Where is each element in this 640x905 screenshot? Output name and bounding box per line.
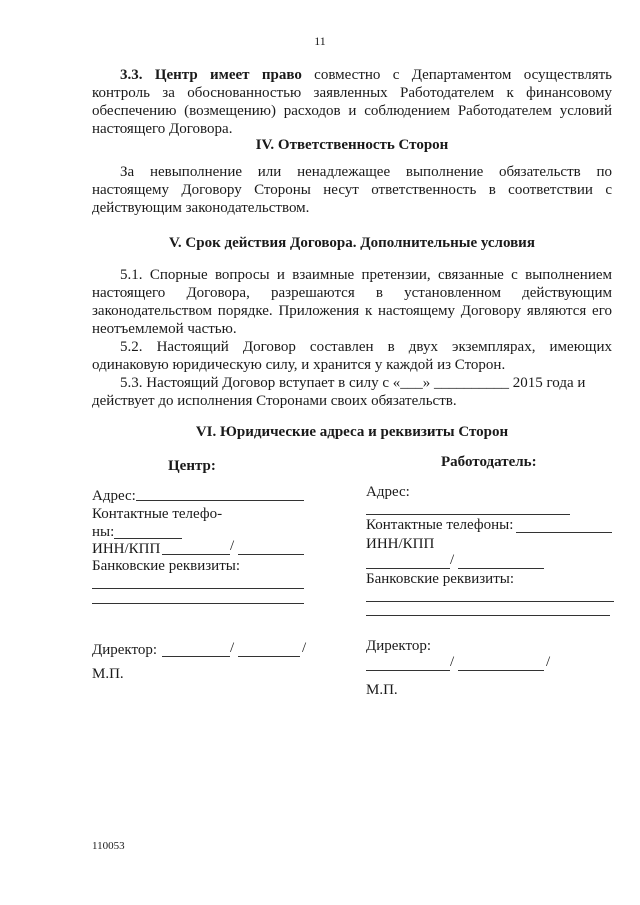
- employer-director-line-1: [366, 670, 450, 671]
- employer-contacts-line: [516, 532, 612, 533]
- center-director-line-2: [238, 656, 300, 657]
- center-director-slash: /: [230, 640, 235, 656]
- section-v-heading: V. Срок действия Договора. Дополнительные условия: [169, 235, 535, 251]
- clause-5-2: 5.2. Настоящий Договор составлен в двух экземплярах, имеющих одинаковую юридическую силу, и хранится у каждой из Сторон.: [92, 339, 612, 373]
- employer-director-slash: /: [450, 654, 455, 670]
- center-title: Центр:: [168, 458, 216, 474]
- center-bank-line-1: [92, 588, 304, 589]
- footer-code: 110053: [92, 840, 125, 852]
- center-director-slash-end: /: [302, 640, 307, 656]
- employer-address-label: Адрес:: [366, 484, 410, 500]
- clause-5-1: 5.1. Спорные вопросы и взаимные претензии, связанные с выполнением настоящего Договора, разрешаются в установленном действующим законодательством порядке. Приложения к настоящему Договору являются его неотъемлемой частью.: [92, 267, 612, 337]
- center-contacts-line: [114, 538, 182, 539]
- section-iv-text: За невыполнение или ненадлежащее выполнение обязательств по настоящему Договору Стороны несут ответственность в соответствии с действующим законодательством.: [92, 164, 612, 216]
- center-inn-line-1: [162, 554, 230, 555]
- employer-bank-line-2: [366, 615, 610, 616]
- employer-title: Работодатель:: [441, 454, 537, 470]
- clause-3-3: [92, 66, 612, 138]
- employer-inn-slash: /: [450, 552, 455, 568]
- employer-contacts-label: Контактные телефоны:: [366, 517, 514, 533]
- center-contacts-label-2: ны:: [92, 524, 115, 540]
- employer-director-line-2: [458, 670, 544, 671]
- center-address-line: [136, 500, 304, 501]
- center-inn-label: ИНН/КПП: [92, 541, 161, 557]
- section-vi-heading: VI. Юридические адреса и реквизиты Сторон: [195, 424, 509, 440]
- employer-inn-line-2: [458, 568, 544, 569]
- center-inn-line-2: [238, 554, 304, 555]
- center-stamp: М.П.: [92, 666, 124, 682]
- clause-3-3-text: совместно с Департаментом осуществлять контроль за обоснованностью заявленных Работодателем к финансовому обеспечению (возмещению) расходов и соблюдением Работодателем условий настоящего Договора.: [92, 67, 612, 137]
- employer-inn-line-1: [366, 568, 450, 569]
- clause-5-3-line1: 5.3. Настоящий Договор вступает в силу с «___» __________ 2015 года и: [120, 375, 586, 391]
- center-director-line-1: [162, 656, 230, 657]
- center-bank-label: Банковские реквизиты:: [92, 558, 241, 574]
- center-bank-line-2: [92, 603, 304, 604]
- clause-3-3-lead: 3.3. Центр имеет право: [120, 67, 302, 83]
- center-director-label: Директор:: [92, 642, 158, 658]
- employer-bank-label: Банковские реквизиты:: [366, 571, 515, 587]
- center-inn-slash: /: [230, 538, 235, 554]
- clause-5-3-line2: действует до исполнения Сторонами своих обязательств.: [92, 393, 457, 409]
- center-contacts-label-1: Контактные телефо-: [92, 506, 223, 522]
- employer-address-line: [366, 514, 570, 515]
- page-number: 11: [314, 34, 326, 48]
- employer-stamp: М.П.: [366, 682, 398, 698]
- center-address-label: Адрес:: [92, 488, 136, 504]
- employer-director-slash-end: /: [546, 654, 551, 670]
- employer-inn-label: ИНН/КПП: [366, 536, 435, 552]
- employer-director-label: Директор:: [366, 638, 432, 654]
- section-iv-heading: IV. Ответственность Сторон: [255, 137, 449, 153]
- employer-bank-line-1: [366, 601, 614, 602]
